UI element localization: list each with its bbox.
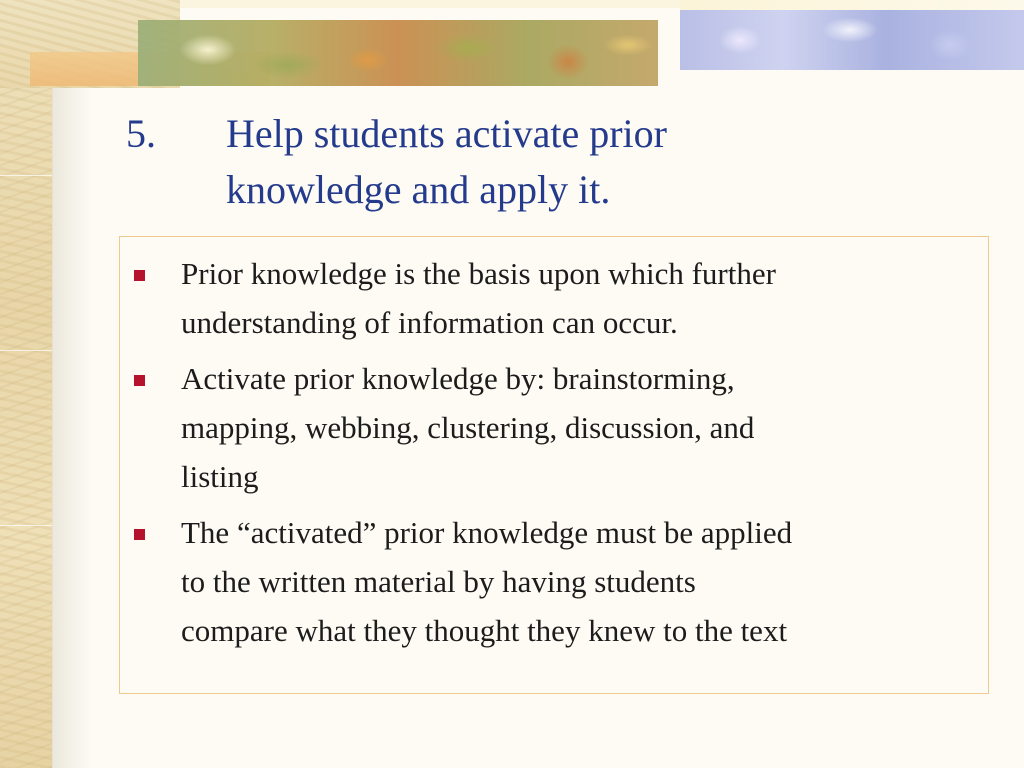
top-decorative-band [0,0,1024,88]
content-box [119,236,989,694]
blue-texture-image [680,10,1024,70]
bullet-2-line-1: Activate prior knowledge by: brainstorming, [181,361,735,396]
bullet-1-line-2: understanding of information can occur. [181,305,678,340]
square-bullet-icon [134,270,145,281]
bullet-3-line-2: to the written material by having students [181,564,696,599]
leaves-image [138,20,658,86]
square-bullet-icon [134,375,145,386]
title-number: 5. [126,111,156,156]
bullet-item-2 [120,354,988,501]
title-line-1: Help students activate prior [226,111,667,156]
bullet-2-line-3: listing [181,459,259,494]
square-bullet-icon [134,529,145,540]
bullet-1-line-1: Prior knowledge is the basis upon which further [181,256,776,291]
bullet-3-line-1: The “activated” prior knowledge must be applied [181,515,793,550]
bullet-3-line-3: compare what they thought they knew to the text [181,613,788,648]
title-text [226,106,966,218]
title-line-2: knowledge and apply it. [226,167,611,212]
bullet-2-line-2: mapping, webbing, clustering, discussion, and [181,410,755,445]
left-decorative-strip [0,0,53,768]
strip-shadow [52,0,92,768]
bullet-item-3 [120,508,988,655]
bullet-item-1 [120,249,988,347]
bullet-list [120,237,988,655]
